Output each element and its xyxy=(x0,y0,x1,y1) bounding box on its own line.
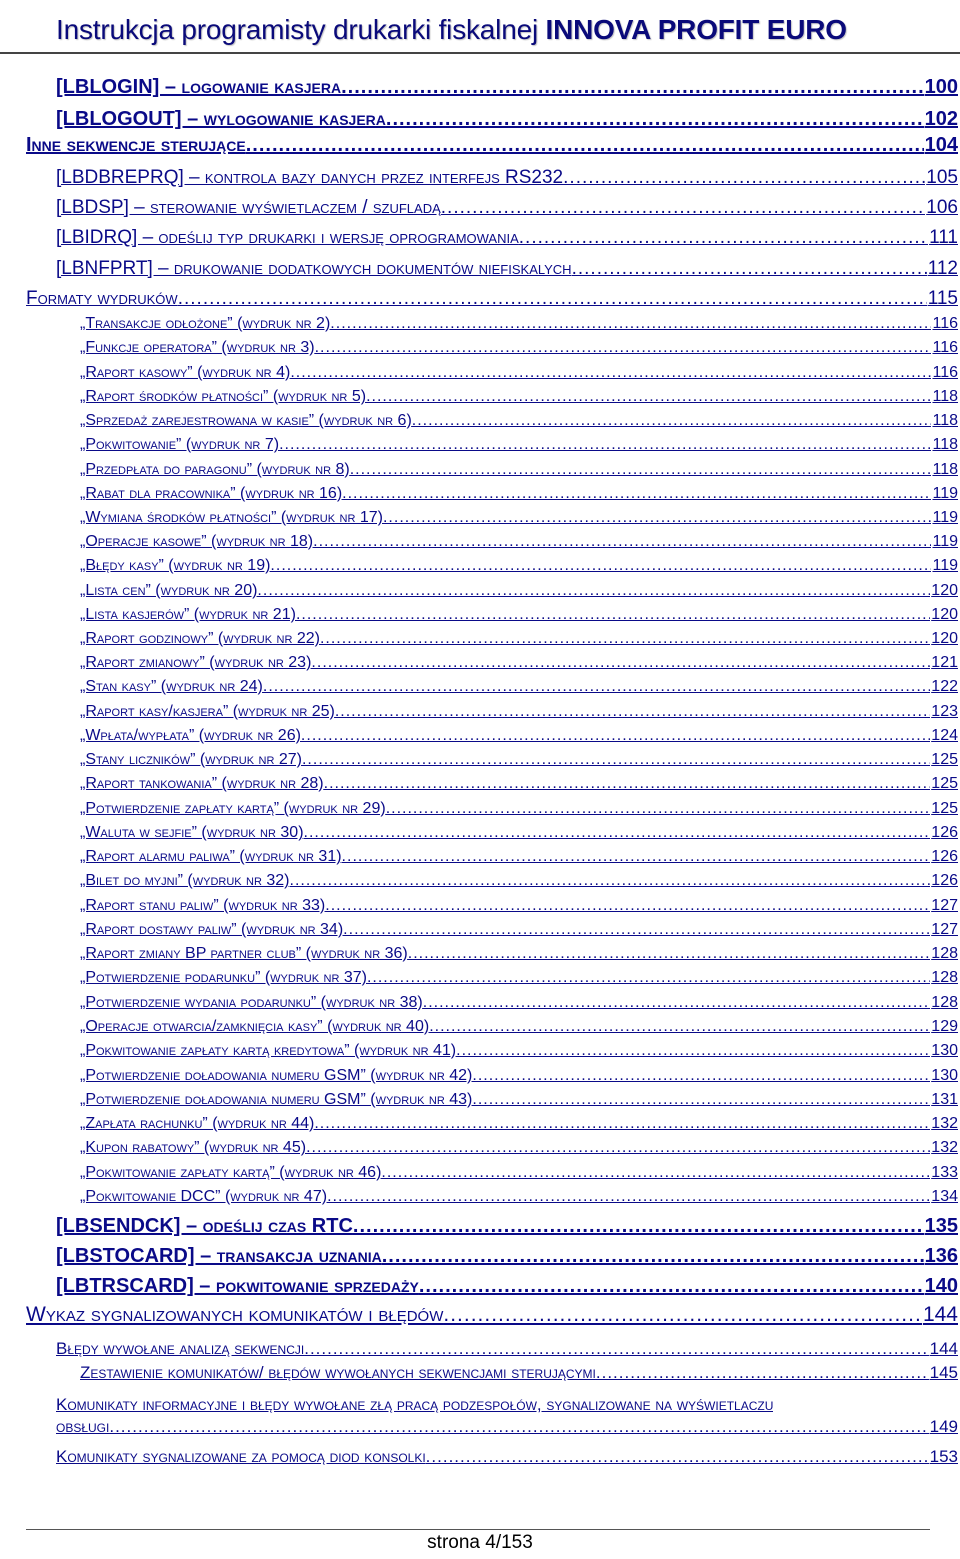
toc-entry-kupon-rabatowy-wydruk-nr-45[interactable] xyxy=(80,1139,958,1157)
header-divider xyxy=(0,52,960,54)
toc-dot-leader xyxy=(296,606,930,624)
toc-entry-page-number: 122 xyxy=(931,678,958,695)
toc-entry-komunikaty-sygnalizowane-za-pomoca-diod-[interactable] xyxy=(56,1447,958,1467)
toc-entry-page-number: 126 xyxy=(931,848,958,865)
toc-entry-page-number: 119 xyxy=(932,509,958,526)
toc-entry-page-number: 118 xyxy=(932,436,958,453)
toc-entry-title: „Potwierdzenie podarunku” (wydruk nr 37) xyxy=(80,969,367,986)
toc-entry-title: „Operacje kasowe” (wydruk nr 18) xyxy=(80,533,314,550)
toc-entry-zap-ata-rachunku-wydruk-nr-44[interactable] xyxy=(80,1115,958,1133)
toc-entry-lbdsp-sterowanie-wyswietlaczem-szuflada[interactable] xyxy=(56,197,958,219)
toc-entry-lista-cen-wydruk-nr-20[interactable] xyxy=(80,582,958,600)
toc-dot-leader xyxy=(304,1339,928,1359)
toc-entry-title: „Wymiana środków płatności” (wydruk nr 17) xyxy=(80,509,383,526)
toc-dot-leader xyxy=(563,167,925,189)
toc-entry-title: „Stany liczników” (wydruk nr 27) xyxy=(80,751,302,768)
toc-entry-wp-ata-wyp-ata-wydruk-nr-26[interactable] xyxy=(80,727,958,745)
toc-entry-page-number: 140 xyxy=(924,1275,958,1297)
toc-entry-page-number: 129 xyxy=(931,1018,958,1035)
toc-entry-raport-srodkow-p-atnosci-wydruk-nr-5[interactable] xyxy=(80,388,958,406)
toc-dot-leader xyxy=(412,412,932,430)
toc-entry-raport-tankowania-wydruk-nr-28[interactable] xyxy=(80,775,958,793)
toc-entry-bilet-do-myjni-wydruk-nr-32[interactable] xyxy=(80,872,958,890)
toc-entry-page-number: 153 xyxy=(929,1447,958,1466)
toc-dot-leader xyxy=(290,872,931,890)
toc-entry-lbdbreprq-kontrola-bazy-danych-przez-int[interactable] xyxy=(56,167,958,189)
toc-entry-obs-ugi[interactable] xyxy=(56,1417,958,1437)
toc-dot-leader xyxy=(270,557,931,575)
toc-entry-page-number: 116 xyxy=(932,315,958,332)
toc-dot-leader xyxy=(246,134,924,157)
toc-entry-page-number: 102 xyxy=(924,108,958,130)
toc-entry-przedp-ata-do-paragonu-wydruk-nr-8[interactable] xyxy=(80,461,958,479)
toc-entry-title: [LBDBREPRQ] – kontrola bazy danych przez interfejs RS232 xyxy=(56,167,564,188)
toc-dot-leader xyxy=(429,1018,930,1036)
toc-entry-title: „Waluta w sejfie” (wydruk nr 30) xyxy=(80,824,304,841)
toc-entry-title: [LBIDRQ] – odeślij typ drukarki i wersję oprogramowania xyxy=(56,227,519,248)
toc-entry-title: Zestawienie komunikatów/ błędów wywołanych sekwencjami sterującymi xyxy=(80,1363,596,1382)
toc-entry-rabat-dla-pracownika-wydruk-nr-16[interactable] xyxy=(80,485,958,503)
toc-entry-pokwitowanie-wydruk-nr-7[interactable] xyxy=(80,436,958,454)
toc-entry-title: „Pokwitowanie” (wydruk nr 7) xyxy=(80,436,280,453)
toc-entry-page-number: 144 xyxy=(922,1303,958,1326)
toc-dot-leader xyxy=(306,1139,930,1157)
toc-dot-leader xyxy=(263,678,930,696)
toc-entry-page-number: 130 xyxy=(931,1042,958,1059)
toc-entry-page-number: 127 xyxy=(931,921,958,938)
toc-entry-potwierdzenie-do-adowania-numeru-gsm-wyd[interactable] xyxy=(80,1067,958,1085)
toc-dot-leader xyxy=(325,897,930,915)
toc-entry-potwierdzenie-zap-aty-karta-wydruk-nr-29[interactable] xyxy=(80,800,958,818)
toc-dot-leader xyxy=(314,1115,930,1133)
toc-entry-page-number: 119 xyxy=(932,557,958,574)
toc-dot-leader xyxy=(350,461,932,479)
toc-entry-title: Inne sekwencje sterujące xyxy=(26,134,246,156)
toc-entry-title: „Zapłata rachunku” (wydruk nr 44) xyxy=(80,1115,315,1132)
toc-entry-page-number: 106 xyxy=(926,197,958,218)
toc-entry-pokwitowanie-zap-aty-karta-wydruk-nr-46[interactable] xyxy=(80,1164,958,1182)
toc-dot-leader xyxy=(381,1164,930,1182)
toc-dot-leader xyxy=(330,315,931,333)
toc-entry-title: „Potwierdzenie wydania podarunku” (wydruk nr 38) xyxy=(80,994,423,1011)
toc-entry-title: „Raport zmianowy” (wydruk nr 23) xyxy=(80,654,312,671)
toc-entry-title: „Lista kasjerów” (wydruk nr 21) xyxy=(80,606,296,623)
toc-entry-title: Błędy wywołane analizą sekwencji xyxy=(56,1339,305,1358)
toc-entry-title: Komunikaty sygnalizowane za pomocą diod konsolki xyxy=(56,1447,426,1466)
toc-entry-page-number: 125 xyxy=(931,751,958,768)
toc-entry-page-number: 118 xyxy=(932,461,958,478)
toc-dot-leader xyxy=(353,1215,924,1238)
toc-dot-leader xyxy=(301,727,930,745)
toc-entry-potwierdzenie-wydania-podarunku-wydruk-n[interactable] xyxy=(80,994,958,1012)
toc-entry-title: „Stan kasy” (wydruk nr 24) xyxy=(80,678,263,695)
toc-entry-title: „Raport tankowania” (wydruk nr 28) xyxy=(80,775,324,792)
toc-entry-title: „Raport godzinowy” (wydruk nr 22) xyxy=(80,630,320,647)
toc-entry-page-number: 120 xyxy=(931,606,958,623)
toc-entry-page-number: 120 xyxy=(931,582,958,599)
toc-dot-leader xyxy=(342,848,931,866)
toc-entry-lbstocard-transakcja-uznania[interactable] xyxy=(56,1245,958,1268)
toc-entry-title: „Raport kasowy” (wydruk nr 4) xyxy=(80,364,291,381)
toc-entry-title: „Sprzedaż zarejestrowana w kasie” (wydruk nr 6) xyxy=(80,412,412,429)
toc-entry-title: „Potwierdzenie doładowania numeru GSM” (wydruk nr 42) xyxy=(80,1067,473,1084)
toc-entry-title: Wykaz sygnalizowanych komunikatów i błędów xyxy=(26,1303,444,1326)
toc-entry-page-number: 144 xyxy=(929,1339,958,1358)
toc-entry-title: „Kupon rabatowy” (wydruk nr 45) xyxy=(80,1139,307,1156)
toc-entry-lbidrq-odeslij-typ-drukarki-i-wersje-opr[interactable] xyxy=(56,227,958,249)
toc-entry-page-number: 100 xyxy=(924,76,958,98)
toc-entry-title: „Transakcje odłożone” (wydruk nr 2) xyxy=(80,315,331,332)
toc-entry-lblogout-wylogowanie-kasjera[interactable] xyxy=(56,108,958,131)
toc-entry-page-number: 132 xyxy=(931,1139,958,1156)
toc-entry-wymiana-srodkow-p-atnosci-wydruk-nr-17[interactable] xyxy=(80,509,958,527)
toc-entry-title: [LBDSP] – sterowanie wyświetlaczem / szufladą xyxy=(56,197,441,218)
toc-entry-title: „Pokwitowanie DCC” (wydruk nr 47) xyxy=(80,1188,328,1205)
toc-dot-leader xyxy=(519,227,928,249)
toc-entry-title: Formaty wydruków xyxy=(26,288,178,309)
footer-divider xyxy=(26,1529,930,1530)
toc-entry-title: [LBLOGOUT] – wylogowanie kasjera xyxy=(56,108,386,130)
toc-dot-leader xyxy=(423,994,931,1012)
toc-entry-page-number: 111 xyxy=(929,227,958,248)
toc-entry-page-number: 116 xyxy=(932,364,958,381)
toc-entry-transakcje-od-ozone-wydruk-nr-2[interactable] xyxy=(80,315,958,333)
toc-entry-title: „Raport zmiany BP partner club” (wydruk nr 36) xyxy=(80,945,408,962)
toc-dot-leader xyxy=(302,751,930,769)
toc-dot-leader xyxy=(386,800,931,818)
toc-entry-page-number: 124 xyxy=(931,727,958,744)
toc-entry-page-number: 118 xyxy=(932,412,958,429)
toc-entry-page-number: 134 xyxy=(931,1188,958,1205)
toc-entry-title: [LBSENDCK] – odeślij czas RTC xyxy=(56,1215,353,1237)
toc-entry-komunikaty-informacyjne-i-b-edy-wywo-ane[interactable] xyxy=(56,1395,773,1415)
toc-entry-page-number: 149 xyxy=(929,1417,958,1436)
toc-entry-title: [LBNFPRT] – drukowanie dodatkowych dokumentów niefiskalych xyxy=(56,258,572,279)
toc-dot-leader xyxy=(109,1417,928,1437)
toc-entry-title: „Funkcje operatora” (wydruk nr 3) xyxy=(80,339,315,356)
toc-entry-raport-godzinowy-wydruk-nr-22[interactable] xyxy=(80,630,958,648)
toc-entry-title: „Raport alarmu paliwa” (wydruk nr 31) xyxy=(80,848,342,865)
toc-dot-leader xyxy=(426,1447,929,1467)
toc-entry-page-number: 125 xyxy=(931,775,958,792)
toc-entry-raport-stanu-paliw-wydruk-nr-33[interactable] xyxy=(80,897,958,915)
toc-entry-title: „Raport kasy/kasjera” (wydruk nr 25) xyxy=(80,703,335,720)
document-header-title xyxy=(56,14,847,46)
toc-entry-stany-licznikow-wydruk-nr-27[interactable] xyxy=(80,751,958,769)
toc-entry-potwierdzenie-podarunku-wydruk-nr-37[interactable] xyxy=(80,969,958,987)
toc-dot-leader xyxy=(290,364,931,382)
toc-entry-page-number: 120 xyxy=(931,630,958,647)
toc-entry-title: „Błędy kasy” (wydruk nr 19) xyxy=(80,557,271,574)
toc-dot-leader xyxy=(443,1303,922,1327)
toc-entry-page-number: 133 xyxy=(931,1164,958,1181)
toc-dot-leader xyxy=(596,1363,929,1383)
toc-entry-raport-zmiany-bp-partner-club-wydruk-nr-[interactable] xyxy=(80,945,958,963)
toc-entry-page-number: 105 xyxy=(926,167,958,188)
toc-dot-leader xyxy=(472,1067,930,1085)
toc-dot-leader xyxy=(343,921,930,939)
toc-entry-title: „Pokwitowanie zapłaty kartą” (wydruk nr 46) xyxy=(80,1164,382,1181)
toc-dot-leader xyxy=(324,775,931,793)
toc-dot-leader xyxy=(419,1275,924,1298)
toc-entry-zestawienie-komunikatow-b-edow-wywo-anyc[interactable] xyxy=(80,1363,958,1383)
page-number: strona 4/153 xyxy=(427,1532,533,1553)
toc-entry-raport-kasy-kasjera-wydruk-nr-25[interactable] xyxy=(80,703,958,721)
toc-entry-page-number: 128 xyxy=(931,994,958,1011)
toc-entry-page-number: 118 xyxy=(932,388,958,405)
toc-entry-page-number: 127 xyxy=(931,897,958,914)
toc-entry-title: „Raport środków płatności” (wydruk nr 5) xyxy=(80,388,367,405)
toc-entry-page-number: 125 xyxy=(931,800,958,817)
toc-dot-leader xyxy=(386,108,924,131)
toc-entry-wykaz-sygnalizowanych-komunikatow-i-b-ed[interactable] xyxy=(26,1303,958,1327)
toc-dot-leader xyxy=(257,582,930,600)
toc-entry-page-number: 126 xyxy=(931,824,958,841)
toc-dot-leader xyxy=(456,1042,930,1060)
header-title-prefix: Instrukcja programisty drukarki fiskalnej xyxy=(56,14,546,45)
toc-dot-leader xyxy=(408,945,931,963)
toc-entry-sprzedaz-zarejestrowana-w-kasie-wydruk-n[interactable] xyxy=(80,412,958,430)
toc-entry-page-number: 136 xyxy=(924,1245,958,1267)
toc-entry-raport-dostawy-paliw-wydruk-nr-34[interactable] xyxy=(80,921,958,939)
toc-entry-page-number: 135 xyxy=(924,1215,958,1237)
toc-entry-page-number: 123 xyxy=(931,703,958,720)
toc-entry-inne-sekwencje-sterujace[interactable] xyxy=(26,134,958,157)
toc-dot-leader xyxy=(304,824,931,842)
toc-entry-title: [LBLOGIN] – logowanie kasjera xyxy=(56,76,342,98)
toc-dot-leader xyxy=(572,258,927,280)
toc-entry-raport-kasowy-wydruk-nr-4[interactable] xyxy=(80,364,958,382)
toc-entry-page-number: 131 xyxy=(931,1091,958,1108)
toc-entry-title: „Raport dostawy paliw” (wydruk nr 34) xyxy=(80,921,344,938)
toc-entry-title: „Raport stanu paliw” (wydruk nr 33) xyxy=(80,897,326,914)
toc-entry-page-number: 119 xyxy=(932,533,958,550)
toc-dot-leader xyxy=(441,197,926,219)
toc-dot-leader xyxy=(279,436,931,454)
toc-dot-leader xyxy=(327,1188,930,1206)
toc-dot-leader xyxy=(366,388,931,406)
toc-entry-title: „Potwierdzenie zapłaty kartą” (wydruk nr 29) xyxy=(80,800,386,817)
toc-entry-pokwitowanie-zap-aty-karta-kredytowa-wyd[interactable] xyxy=(80,1042,958,1060)
toc-entry-formaty-wydrukow[interactable] xyxy=(26,288,958,310)
toc-entry-operacje-kasowe-wydruk-nr-18[interactable] xyxy=(80,533,958,551)
toc-dot-leader xyxy=(382,1245,924,1268)
toc-dot-leader xyxy=(472,1091,930,1109)
toc-entry-lblogin-logowanie-kasjera[interactable] xyxy=(56,76,958,99)
toc-entry-page-number: 121 xyxy=(931,654,958,671)
toc-entry-lbtrscard-pokwitowanie-sprzedazy[interactable] xyxy=(56,1275,958,1298)
toc-entry-title: „Pokwitowanie zapłaty kartą kredytowa” (wydruk nr 41) xyxy=(80,1042,457,1059)
toc-entry-title: [LBSTOCARD] – transakcja uznania xyxy=(56,1245,382,1267)
toc-entry-funkcje-operatora-wydruk-nr-3[interactable] xyxy=(80,339,958,357)
toc-entry-title: „Operacje otwarcia/zamknięcia kasy” (wydruk nr 40) xyxy=(80,1018,430,1035)
toc-entry-page-number: 130 xyxy=(931,1067,958,1084)
toc-entry-page-number: 145 xyxy=(929,1363,958,1382)
toc-entry-title: „Rabat dla pracownika” (wydruk nr 16) xyxy=(80,485,343,502)
toc-entry-title: obsługi xyxy=(56,1417,110,1436)
toc-entry-waluta-w-sejfie-wydruk-nr-30[interactable] xyxy=(80,824,958,842)
toc-entry-page-number: 128 xyxy=(931,969,958,986)
toc-dot-leader xyxy=(383,509,932,527)
toc-entry-title: „Potwierdzenie doładowania numeru GSM” (wydruk nr 43) xyxy=(80,1091,473,1108)
toc-dot-leader xyxy=(335,703,930,721)
toc-dot-leader xyxy=(315,339,932,357)
header-title-product: INNOVA PROFIT EURO xyxy=(545,14,847,45)
toc-entry-page-number: 112 xyxy=(927,258,958,279)
toc-entry-lista-kasjerow-wydruk-nr-21[interactable] xyxy=(80,606,958,624)
toc-entry-page-number: 119 xyxy=(932,485,958,502)
toc-entry-title: Komunikaty informacyjne i błędy wywołane złą pracą podzespołów, sygnalizowane na wyświetlaczu xyxy=(56,1395,774,1414)
toc-dot-leader xyxy=(367,969,930,987)
toc-entry-raport-zmianowy-wydruk-nr-23[interactable] xyxy=(80,654,958,672)
toc-dot-leader xyxy=(311,654,930,672)
toc-entry-stan-kasy-wydruk-nr-24[interactable] xyxy=(80,678,958,696)
toc-dot-leader xyxy=(178,288,927,310)
toc-dot-leader xyxy=(320,630,930,648)
toc-entry-title: „Przedpłata do paragonu” (wydruk nr 8) xyxy=(80,461,350,478)
toc-entry-page-number: 116 xyxy=(932,339,958,356)
toc-entry-raport-alarmu-paliwa-wydruk-nr-31[interactable] xyxy=(80,848,958,866)
toc-entry-potwierdzenie-do-adowania-numeru-gsm-wyd[interactable] xyxy=(80,1091,958,1109)
toc-entry-pokwitowanie-dcc-wydruk-nr-47[interactable] xyxy=(80,1188,958,1206)
toc-entry-page-number: 115 xyxy=(927,288,958,309)
toc-entry-b-edy-wywo-ane-analiza-sekwencji[interactable] xyxy=(56,1339,958,1359)
toc-entry-page-number: 126 xyxy=(931,872,958,889)
toc-entry-operacje-otwarcia-zamkniecia-kasy-wydruk[interactable] xyxy=(80,1018,958,1036)
toc-entry-page-number: 128 xyxy=(931,945,958,962)
toc-entry-title: [LBTRSCARD] – pokwitowanie sprzedaży xyxy=(56,1275,419,1297)
toc-entry-page-number: 104 xyxy=(924,134,958,156)
toc-entry-title: „Wpłata/wypłata” (wydruk nr 26) xyxy=(80,727,301,744)
toc-dot-leader xyxy=(342,485,931,503)
toc-entry-b-edy-kasy-wydruk-nr-19[interactable] xyxy=(80,557,958,575)
toc-entry-lbnfprt-drukowanie-dodatkowych-dokumento[interactable] xyxy=(56,258,958,280)
toc-entry-lbsendck-odeslij-czas-rtc[interactable] xyxy=(56,1215,958,1238)
toc-entry-page-number: 132 xyxy=(931,1115,958,1132)
toc-dot-leader xyxy=(313,533,931,551)
toc-entry-title: „Lista cen” (wydruk nr 20) xyxy=(80,582,258,599)
toc-entry-title: „Bilet do myjni” (wydruk nr 32) xyxy=(80,872,290,889)
toc-dot-leader xyxy=(341,76,924,99)
